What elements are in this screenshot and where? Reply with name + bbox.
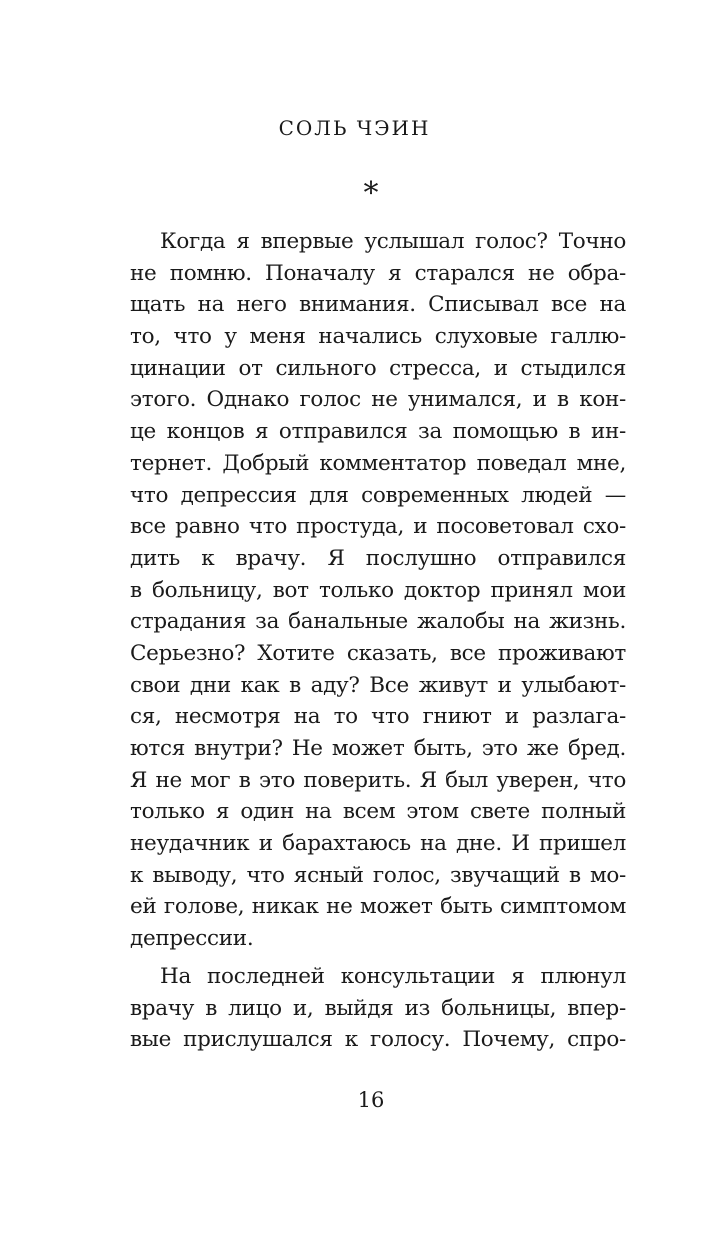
text-line: вые прислушался к голосу. Почему, спро-: [130, 1027, 626, 1053]
text-line: ей голове, никак не может быть симптомом: [130, 894, 626, 920]
text-line: неудачник и барахтаюсь на дне. И пришел: [130, 831, 626, 857]
text-line: врачу в лицо и, выйдя из больницы, впер-: [130, 995, 626, 1021]
text-line: депрессии.: [130, 926, 254, 952]
text-line: ся, несмотря на то что гниют и разлага-: [130, 704, 626, 730]
body-text: [130, 226, 626, 1056]
text-line: цинации от сильного стресса, и стыдился: [130, 355, 626, 381]
text-line: этого. Однако голос не унимался, и в кон-: [130, 387, 626, 413]
page-number: 16: [357, 1088, 385, 1112]
text-line: Серьезно? Хотите сказать, все проживают: [130, 640, 626, 666]
running-head-author: СОЛЬ ЧЭИН: [278, 116, 431, 140]
text-line: це концов я отправился за помощью в ин-: [130, 419, 626, 445]
text-line: то, что у меня начались слуховые галлю-: [130, 324, 626, 350]
text-line: Я не мог в это поверить. Я был уверен, что: [130, 767, 626, 793]
text-line: дить к врачу. Я послушно отправился: [130, 545, 626, 571]
text-line: в больницу, вот только доктор принял мои: [130, 577, 626, 603]
text-line: ются внутри? Не может быть, это же бред.: [130, 736, 626, 761]
text-line: не помню. Поначалу я старался не обра-: [130, 260, 626, 286]
section-separator: *: [363, 176, 379, 211]
text-line: На последней консультации я плюнул: [160, 963, 626, 989]
text-line: тернет. Добрый комментатор поведал мне,: [130, 450, 626, 476]
text-line: к выводу, что ясный голос, звучащий в мо-: [130, 862, 626, 888]
text-line: страдания за банальные жалобы на жизнь.: [130, 609, 626, 635]
text-line: что депрессия для современных людей —: [130, 482, 626, 508]
text-line: Когда я впервые услышал голос? Точно: [160, 229, 626, 254]
text-line: все равно что простуда, и посоветовал схо-: [130, 514, 626, 540]
text-line: свои дни как в аду? Все живут и улыбают-: [130, 672, 626, 698]
text-line: щать на него внимания. Списывал все на: [130, 292, 626, 318]
text-line: только я один на всем этом свете полный: [130, 799, 626, 825]
